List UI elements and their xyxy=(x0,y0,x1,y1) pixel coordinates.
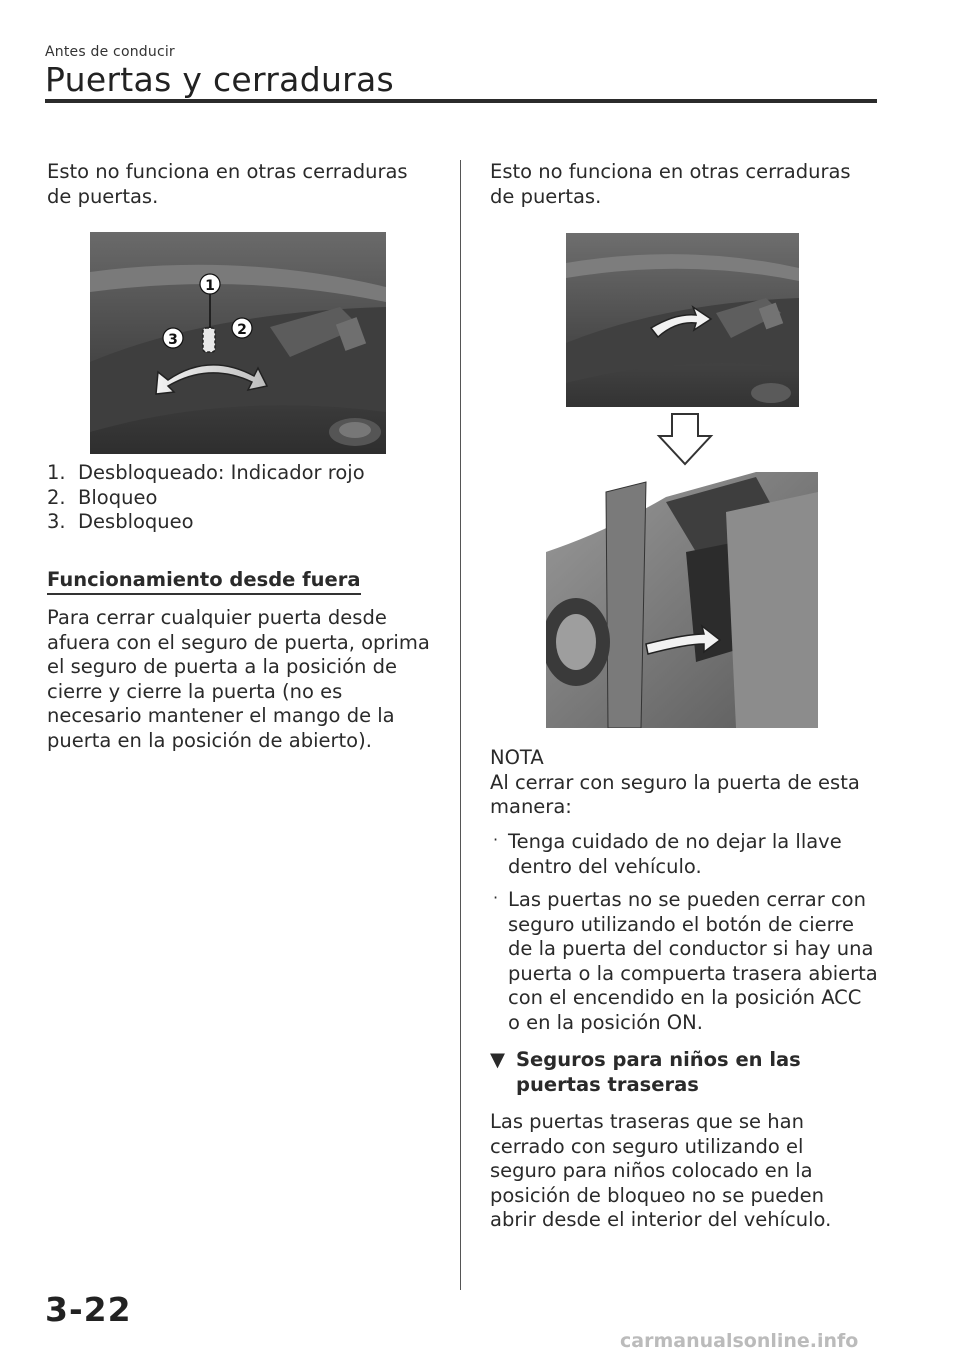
triangle-down-icon: ▼ xyxy=(490,1048,505,1071)
left-intro: Esto no funciona en otras cerraduras de puertas. xyxy=(47,160,408,208)
section-text: Las puertas traseras que se han cerrado con seguro utilizando el seguro para niños colocado en la posición de bloqueo no se pueden abrir desde el interior del vehículo. xyxy=(490,1110,832,1231)
watermark: carmanualsonline.info xyxy=(620,1330,859,1352)
header-rule xyxy=(45,99,877,103)
door-lock-figure xyxy=(90,232,386,454)
page-title: Puertas y cerraduras xyxy=(45,60,395,99)
note-title: NOTA xyxy=(490,746,544,769)
note-intro: Al cerrar con seguro la puerta de esta manera: xyxy=(490,770,860,818)
subheading: Funcionamiento desde fuera xyxy=(47,568,361,595)
note-bullet: · Las puertas no se pueden cerrar con seguro utilizando el botón de cierre de la puerta del conductor si hay una puerta o la compuerta trasera abierta con el encendido en la posición ACC o en la posición ON. xyxy=(493,888,878,1034)
down-arrow-icon xyxy=(655,412,715,468)
subheading-container xyxy=(47,568,361,591)
callout-2: 2 xyxy=(237,322,247,338)
page-number: 3-22 xyxy=(45,1290,132,1329)
column-divider xyxy=(460,160,461,1290)
door-lock-push-figure xyxy=(566,233,799,407)
callout-3: 3 xyxy=(168,332,178,348)
section-heading xyxy=(490,1048,870,1097)
left-paragraph: Para cerrar cualquier puerta desde afuera con el seguro de puerta, oprima el seguro de puerta a la posición de cierre y cierre la puerta (no es necesario mantener el mango de la puerta en la posición de abierto). xyxy=(47,606,430,752)
note-bullet: · Tenga cuidado de no dejar la llave dentro del vehículo. xyxy=(493,830,842,878)
section-title: Seguros para niños en las puertas traseras xyxy=(516,1048,801,1096)
callout-1: 1 xyxy=(205,278,215,294)
figure-legend xyxy=(47,461,447,535)
breadcrumb: Antes de conducir xyxy=(45,44,175,60)
legend-item: 2. Bloqueo xyxy=(47,485,158,509)
open-door-figure xyxy=(546,472,818,728)
note-box xyxy=(490,746,890,820)
legend-item: 1. Desbloqueado: Indicador rojo xyxy=(47,461,365,484)
legend-item: 3. Desbloqueo xyxy=(47,510,194,533)
right-intro: Esto no funciona en otras cerraduras de puertas. xyxy=(490,160,851,208)
